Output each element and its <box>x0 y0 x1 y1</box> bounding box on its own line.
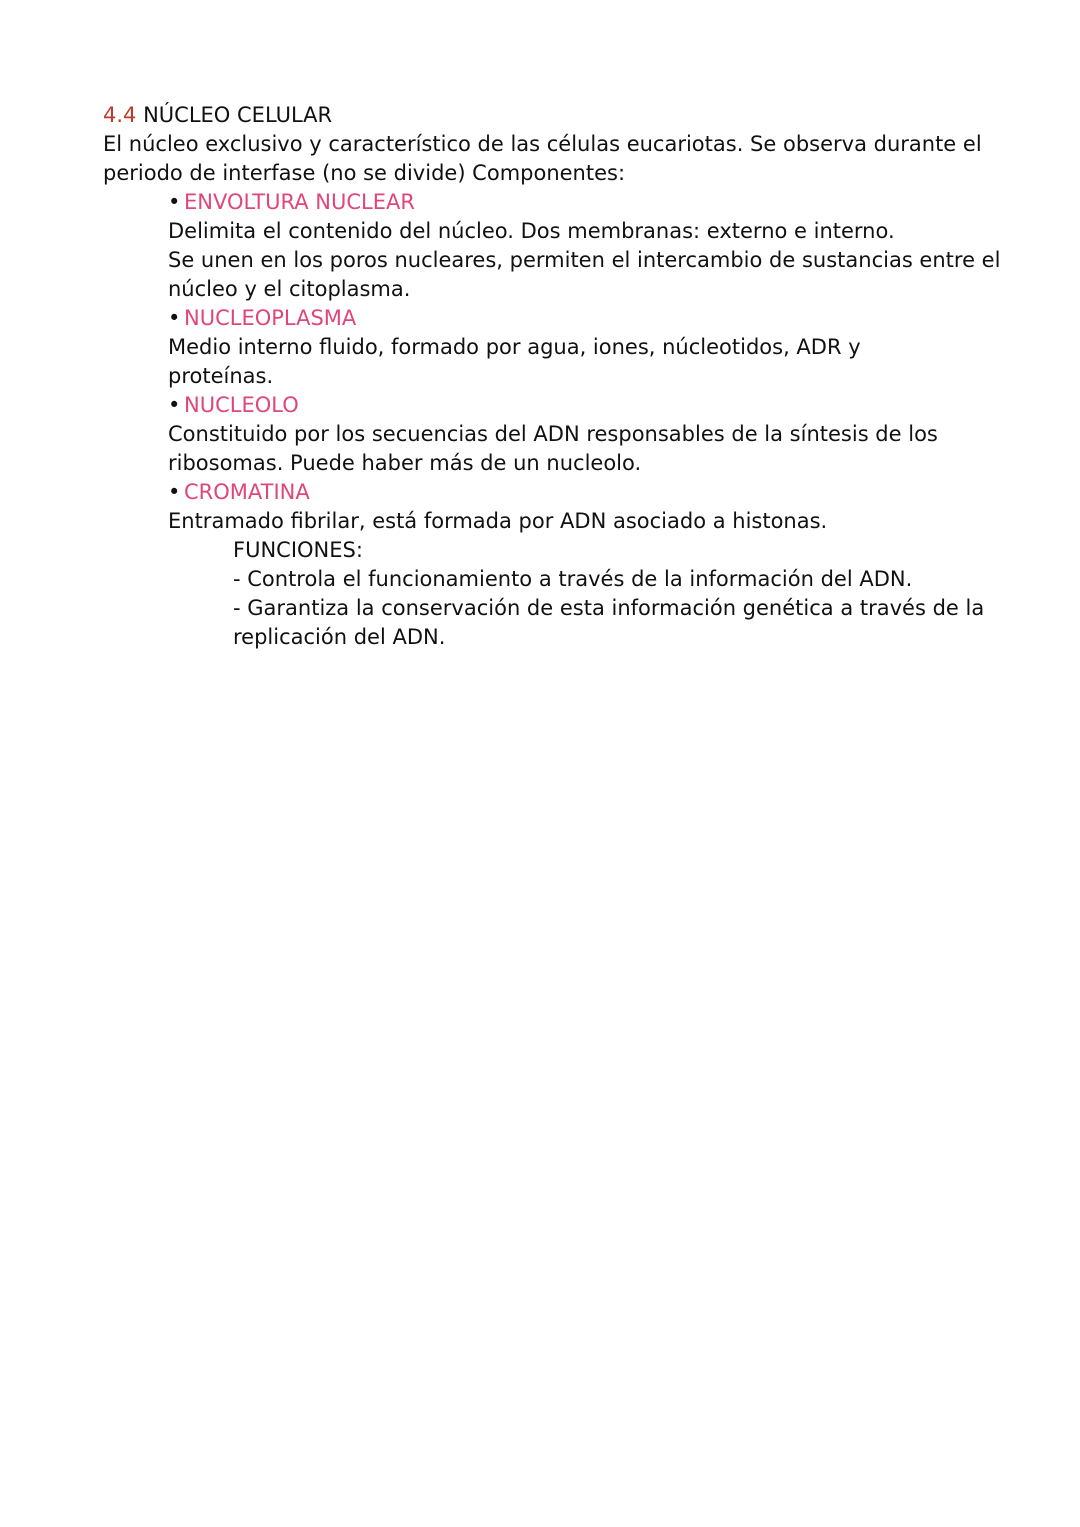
component-text: Medio interno fluido, formado por agua, iones, núcleotidos, ADR y <box>168 335 861 359</box>
component-title: NUCLEOPLASMA <box>184 306 357 330</box>
bullet-icon: • <box>168 480 181 504</box>
component-text: Se unen en los poros nucleares, permiten el intercambio de sustancias entre el <box>168 248 1001 272</box>
bullet-icon: • <box>168 306 181 330</box>
intro-line: El núcleo exclusivo y característico de las células eucariotas. Se observa durante el <box>103 132 982 156</box>
component-text: ribosomas. Puede haber más de un nucleolo. <box>168 451 642 475</box>
component-heading <box>103 478 963 507</box>
functions-item: - Controla el funcionamiento a través de la información del ADN. <box>233 567 913 591</box>
component-text: Entramado fibrilar, está formada por ADN asociado a histonas. <box>168 509 828 533</box>
component-title: CROMATINA <box>184 480 310 504</box>
bullet-icon: • <box>168 190 181 214</box>
section-title: NÚCLEO CELULAR <box>143 103 333 127</box>
component-title: NUCLEOLO <box>184 393 299 417</box>
component-text: Delimita el contenido del núcleo. Dos membranas: externo e interno. <box>168 219 895 243</box>
component-heading <box>103 391 963 420</box>
functions-heading: FUNCIONES: <box>233 538 363 562</box>
component-text: núcleo y el citoplasma. <box>168 277 411 301</box>
section-heading <box>103 101 963 130</box>
document-page <box>103 101 1001 652</box>
component-text: proteínas. <box>168 364 274 388</box>
section-number: 4.4 <box>103 103 137 127</box>
intro-line: periodo de interfase (no se divide) Componentes: <box>103 161 626 185</box>
bullet-icon: • <box>168 393 181 417</box>
component-text: Constituido por los secuencias del ADN responsables de la síntesis de los <box>168 422 938 446</box>
functions-item: replicación del ADN. <box>233 625 446 649</box>
functions-item: - Garantiza la conservación de esta información genética a través de la <box>233 596 985 620</box>
component-heading <box>103 304 963 333</box>
component-title: ENVOLTURA NUCLEAR <box>184 190 415 214</box>
component-heading <box>103 188 963 217</box>
